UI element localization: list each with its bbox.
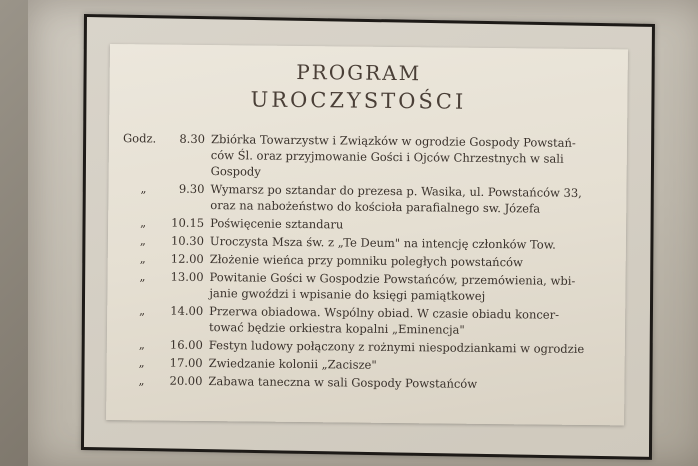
item-description xyxy=(209,303,617,339)
description-line: Poświęcenie sztandaru xyxy=(210,216,344,232)
description-line: Zwiedzanie kolonii „Zacisze" xyxy=(208,356,377,372)
description-line: Złożenie wieńca przy pomniku poległych powstańców xyxy=(209,252,523,270)
item-time: 13.00 xyxy=(170,269,204,284)
item-prefix: „ xyxy=(139,233,146,248)
item-prefix: „ xyxy=(139,251,146,266)
item-time: 12.00 xyxy=(170,251,204,266)
item-prefix: „ xyxy=(138,373,145,388)
item-time: 14.00 xyxy=(170,303,204,318)
title-program: PROGRAM xyxy=(296,59,422,86)
item-description xyxy=(209,337,617,357)
description-line: Festyn ludowy połączony z rożnymi niespodziankami w ogrodzie xyxy=(208,338,585,356)
program-item xyxy=(123,130,619,183)
item-prefix: „ xyxy=(138,337,145,352)
item-description xyxy=(210,181,618,217)
program-item xyxy=(121,302,617,339)
title-uroczystosci: UROCZYSTOŚCI xyxy=(250,87,467,114)
description-line: tować będzie orkiestra kopalni „Eminencja" xyxy=(208,320,465,337)
item-time: 10.30 xyxy=(170,233,205,248)
item-prefix: „ xyxy=(139,269,146,284)
item-time: 17.00 xyxy=(169,355,203,370)
description-line: Uroczysta Msza św. z „Te Deum" na intencję członków Tow. xyxy=(209,234,556,252)
item-prefix: Godz. xyxy=(122,131,157,146)
item-prefix: „ xyxy=(140,215,147,230)
item-description xyxy=(211,131,619,183)
description-line: Gospody xyxy=(210,164,261,179)
item-description xyxy=(209,355,617,375)
program-item xyxy=(121,268,617,305)
description-line: Zbiórka Towarzystw i Związków w ogrodzie Gospody Powstań- xyxy=(210,132,576,150)
description-line: Powitanie Gości w Gospodzie Powstańców, przemówienia, wbi- xyxy=(209,270,576,288)
item-time: 9.30 xyxy=(178,181,205,196)
item-prefix: „ xyxy=(140,181,147,196)
description-line: janie gwoździ i wpisanie do księgi pamiątkowej xyxy=(209,286,486,303)
item-time: 16.00 xyxy=(169,337,203,352)
item-prefix: „ xyxy=(139,303,146,318)
description-line: Wymarsz po sztandar do prezesa p. Wasika, ul. Powstańców 33, xyxy=(210,182,582,200)
description-line: ców Śl. oraz przyjmowanie Gości i Ojców Chrzestnych w sali xyxy=(210,148,564,166)
item-prefix: „ xyxy=(138,355,145,370)
item-time: 8.30 xyxy=(179,131,206,146)
item-description xyxy=(210,233,618,253)
program-sheet xyxy=(106,44,628,425)
item-description xyxy=(210,215,618,235)
item-description xyxy=(210,251,618,271)
item-time: 20.00 xyxy=(169,373,203,388)
item-description xyxy=(208,373,616,393)
description-line: Przerwa obiadowa. Wspólny obiad. W czasie obiadu koncer- xyxy=(209,304,560,322)
program-item xyxy=(120,372,616,393)
program-list xyxy=(120,130,619,395)
item-description xyxy=(209,269,617,305)
description-line: Zabawa taneczna w sali Gospody Powstańców xyxy=(208,374,478,391)
description-line: oraz na nabożeństwo do kościoła parafialnego sw. Józefa xyxy=(210,198,541,216)
item-time: 10.15 xyxy=(171,215,205,230)
program-item xyxy=(122,180,618,217)
